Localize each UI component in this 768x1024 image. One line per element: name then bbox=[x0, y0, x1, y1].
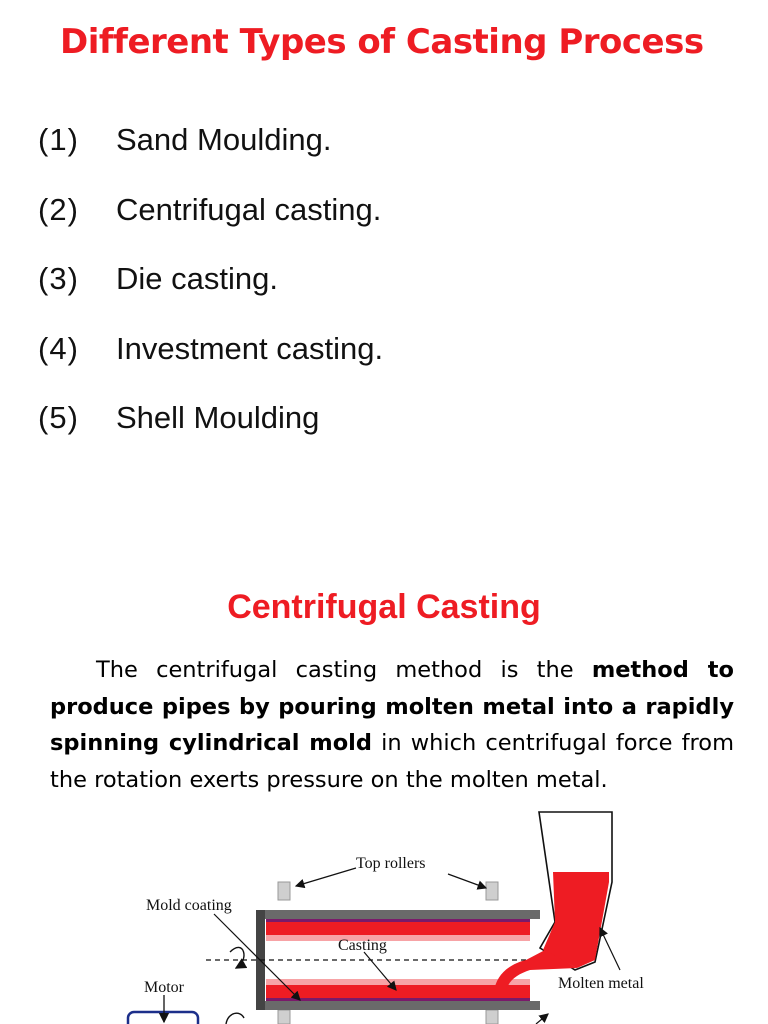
label-mold-coating: Mold coating bbox=[146, 897, 232, 914]
casting-layer-bottom-inner bbox=[266, 979, 530, 985]
item-number: (5) bbox=[38, 400, 79, 435]
item-label: Shell Moulding bbox=[116, 400, 320, 435]
process-list bbox=[38, 118, 383, 466]
list-item bbox=[38, 188, 383, 258]
bottom-roller-right bbox=[486, 1010, 498, 1024]
list-item bbox=[38, 257, 383, 327]
leader-bottom bbox=[536, 1014, 548, 1024]
item-number: (1) bbox=[38, 122, 79, 157]
leader-top-rollers-right bbox=[448, 874, 486, 888]
mold-shell-top bbox=[262, 910, 540, 919]
section-title: Centrifugal Casting bbox=[227, 588, 541, 626]
leader-molten-metal bbox=[600, 928, 620, 970]
list-item bbox=[38, 327, 383, 397]
label-top-rollers: Top rollers bbox=[356, 855, 426, 872]
list-item bbox=[38, 118, 383, 188]
item-label: Centrifugal casting. bbox=[116, 191, 382, 227]
paragraph-lead: The centrifugal casting method is the bbox=[96, 657, 592, 683]
description-paragraph bbox=[50, 652, 734, 798]
mold-coating-bottom bbox=[266, 998, 530, 1001]
motor-box bbox=[128, 1012, 198, 1024]
item-number: (2) bbox=[38, 191, 79, 227]
mold-coating-top bbox=[266, 919, 530, 922]
paragraph-bold: method to produce pipes by pouring molten metal into a rapidly spinning cylindrical mold bbox=[50, 657, 734, 756]
leader-top-rollers-left bbox=[296, 868, 356, 886]
top-roller-left bbox=[278, 882, 290, 900]
item-number: (4) bbox=[38, 330, 79, 366]
centrifugal-casting-diagram bbox=[0, 810, 768, 1024]
rotation-arrow-bottom bbox=[226, 1013, 244, 1024]
mold-shell-bottom bbox=[262, 1001, 540, 1010]
casting-layer-bottom bbox=[266, 985, 530, 998]
page-title: Different Types of Casting Process bbox=[60, 22, 704, 62]
label-molten-metal: Molten metal bbox=[558, 975, 644, 992]
top-roller-right bbox=[486, 882, 498, 900]
item-number: (3) bbox=[38, 261, 79, 296]
paragraph-tail: in which centrifugal force from the rotation exerts pressure on the molten metal. bbox=[50, 730, 734, 793]
bottom-roller-left bbox=[278, 1010, 290, 1024]
item-label: Investment casting. bbox=[116, 330, 384, 366]
label-motor: Motor bbox=[144, 979, 184, 996]
item-label: Die casting. bbox=[116, 261, 278, 296]
item-label: Sand Moulding. bbox=[116, 122, 332, 157]
rotation-arrow-top bbox=[230, 947, 244, 968]
casting-layer-top bbox=[266, 922, 530, 935]
list-item bbox=[38, 396, 383, 466]
label-casting: Casting bbox=[338, 937, 387, 954]
casting-layer-top-inner bbox=[266, 935, 530, 941]
